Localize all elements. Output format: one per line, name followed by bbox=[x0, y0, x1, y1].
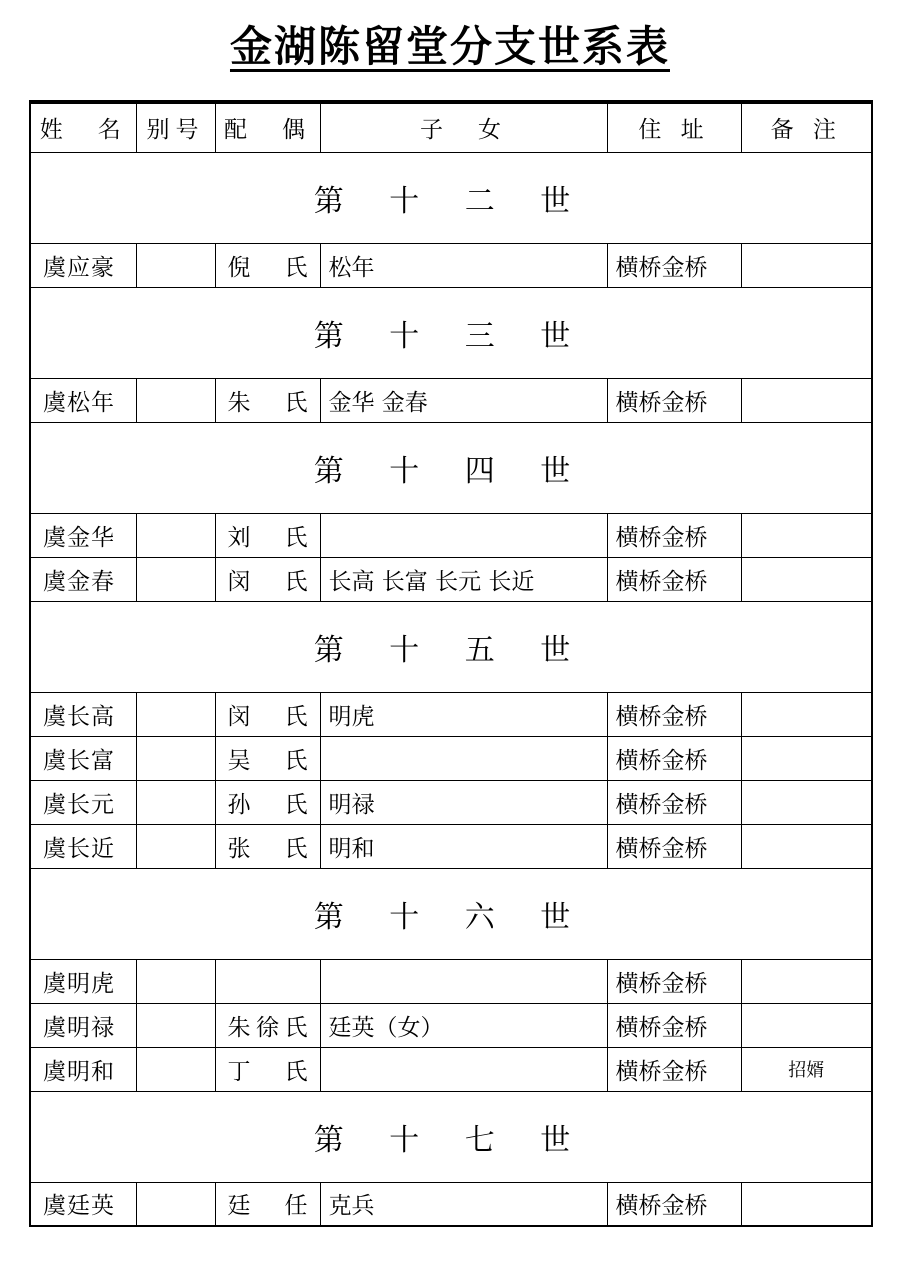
table-row bbox=[30, 692, 872, 736]
address-cell: 横桥金桥 bbox=[607, 959, 741, 1003]
spouse-cell: 倪 氏 bbox=[215, 243, 320, 287]
note-cell bbox=[741, 736, 872, 780]
person-name: 虞长近 bbox=[30, 824, 136, 868]
address-cell: 横桥金桥 bbox=[607, 1182, 741, 1226]
alias-cell bbox=[136, 780, 215, 824]
spouse-cell: 丁 氏 bbox=[215, 1047, 320, 1091]
generation-label: 第 十 四 世 bbox=[30, 422, 872, 513]
spouse-cell: 朱 氏 bbox=[215, 378, 320, 422]
header-note: 备 注 bbox=[741, 102, 872, 152]
table-row bbox=[30, 378, 872, 422]
person-name: 虞长富 bbox=[30, 736, 136, 780]
address-cell: 横桥金桥 bbox=[607, 513, 741, 557]
address-cell: 横桥金桥 bbox=[607, 378, 741, 422]
generation-header bbox=[30, 152, 872, 243]
address-cell: 横桥金桥 bbox=[607, 780, 741, 824]
note-cell bbox=[741, 824, 872, 868]
generation-header bbox=[30, 601, 872, 692]
children-cell bbox=[320, 1047, 607, 1091]
children-cell: 克兵 bbox=[320, 1182, 607, 1226]
person-name: 虞长元 bbox=[30, 780, 136, 824]
alias-cell bbox=[136, 824, 215, 868]
table-row bbox=[30, 780, 872, 824]
note-cell bbox=[741, 959, 872, 1003]
generation-header bbox=[30, 868, 872, 959]
table-row bbox=[30, 557, 872, 601]
spouse-cell: 孙 氏 bbox=[215, 780, 320, 824]
children-cell: 松年 bbox=[320, 243, 607, 287]
spouse-cell: 廷 任 bbox=[215, 1182, 320, 1226]
address-cell: 横桥金桥 bbox=[607, 1003, 741, 1047]
note-cell bbox=[741, 243, 872, 287]
note-cell bbox=[741, 557, 872, 601]
table-row bbox=[30, 824, 872, 868]
header-row bbox=[30, 102, 872, 152]
person-name: 虞金华 bbox=[30, 513, 136, 557]
generation-header bbox=[30, 1091, 872, 1182]
children-cell: 长高 长富 长元 长近 bbox=[320, 557, 607, 601]
generation-label: 第 十 七 世 bbox=[30, 1091, 872, 1182]
alias-cell bbox=[136, 243, 215, 287]
children-cell: 明和 bbox=[320, 824, 607, 868]
person-name: 虞明和 bbox=[30, 1047, 136, 1091]
address-cell: 横桥金桥 bbox=[607, 736, 741, 780]
generation-label: 第 十 五 世 bbox=[30, 601, 872, 692]
generation-label: 第 十 二 世 bbox=[30, 152, 872, 243]
children-cell: 金华 金春 bbox=[320, 378, 607, 422]
children-cell: 廷英（女） bbox=[320, 1003, 607, 1047]
generation-label: 第 十 三 世 bbox=[30, 287, 872, 378]
note-cell bbox=[741, 1182, 872, 1226]
table-row bbox=[30, 1182, 872, 1226]
children-cell bbox=[320, 513, 607, 557]
note-cell bbox=[741, 692, 872, 736]
address-cell: 横桥金桥 bbox=[607, 557, 741, 601]
spouse-cell: 吴 氏 bbox=[215, 736, 320, 780]
header-children: 子 女 bbox=[320, 102, 607, 152]
table-row bbox=[30, 736, 872, 780]
note-cell: 招婿 bbox=[741, 1047, 872, 1091]
note-cell bbox=[741, 378, 872, 422]
address-cell: 横桥金桥 bbox=[607, 692, 741, 736]
header-alias: 别号 bbox=[136, 102, 215, 152]
person-name: 虞长高 bbox=[30, 692, 136, 736]
address-cell: 横桥金桥 bbox=[607, 1047, 741, 1091]
alias-cell bbox=[136, 959, 215, 1003]
genealogy-table bbox=[29, 100, 873, 1227]
page-title: 金湖陈留堂分支世系表 bbox=[229, 22, 670, 71]
spouse-cell bbox=[215, 959, 320, 1003]
person-name: 虞应豪 bbox=[30, 243, 136, 287]
generation-label: 第 十 六 世 bbox=[30, 868, 872, 959]
header-spouse: 配 偶 bbox=[215, 102, 320, 152]
alias-cell bbox=[136, 378, 215, 422]
table-row bbox=[30, 959, 872, 1003]
alias-cell bbox=[136, 513, 215, 557]
table-row bbox=[30, 513, 872, 557]
alias-cell bbox=[136, 1047, 215, 1091]
table-row bbox=[30, 243, 872, 287]
spouse-cell: 闵 氏 bbox=[215, 557, 320, 601]
children-cell bbox=[320, 959, 607, 1003]
alias-cell bbox=[136, 557, 215, 601]
person-name: 虞明禄 bbox=[30, 1003, 136, 1047]
generation-header bbox=[30, 422, 872, 513]
header-address: 住 址 bbox=[607, 102, 741, 152]
children-cell: 明虎 bbox=[320, 692, 607, 736]
person-name: 虞松年 bbox=[30, 378, 136, 422]
person-name: 虞明虎 bbox=[30, 959, 136, 1003]
note-cell bbox=[741, 513, 872, 557]
spouse-cell: 闵 氏 bbox=[215, 692, 320, 736]
alias-cell bbox=[136, 1182, 215, 1226]
note-cell bbox=[741, 780, 872, 824]
spouse-cell: 刘 氏 bbox=[215, 513, 320, 557]
spouse-cell: 朱徐氏 bbox=[215, 1003, 320, 1047]
spouse-cell: 张 氏 bbox=[215, 824, 320, 868]
table-row bbox=[30, 1003, 872, 1047]
table-row bbox=[30, 1047, 872, 1091]
address-cell: 横桥金桥 bbox=[607, 243, 741, 287]
alias-cell bbox=[136, 736, 215, 780]
header-name: 姓 名 bbox=[30, 102, 136, 152]
alias-cell bbox=[136, 1003, 215, 1047]
children-cell: 明禄 bbox=[320, 780, 607, 824]
alias-cell bbox=[136, 692, 215, 736]
address-cell: 横桥金桥 bbox=[607, 824, 741, 868]
children-cell bbox=[320, 736, 607, 780]
note-cell bbox=[741, 1003, 872, 1047]
person-name: 虞廷英 bbox=[30, 1182, 136, 1226]
person-name: 虞金春 bbox=[30, 557, 136, 601]
generation-header bbox=[30, 287, 872, 378]
